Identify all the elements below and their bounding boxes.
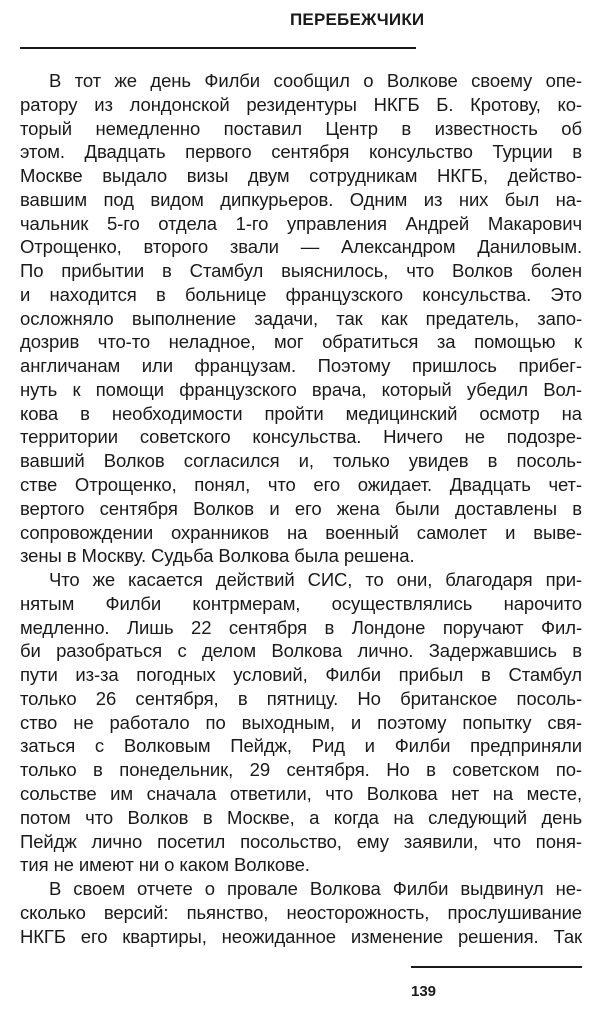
text-line: только в понедельник, 29 сентября. Но в советском по- — [20, 759, 582, 781]
text-line: сольстве им сначала ответили, что Волкова нет на месте, — [20, 782, 582, 804]
footer-rule — [411, 966, 582, 968]
text-line: НКГБ его квартиры, неожиданное изменение решения. Так — [20, 925, 582, 947]
text-line: Пейдж лично посетил посольство, ему заявили, что поня- — [20, 830, 582, 852]
page-number: 139 — [411, 983, 437, 1000]
text-line: вертого сентября Волков и его жена были доставлены в — [20, 497, 582, 519]
text-line: В своем отчете о провале Волкова Филби выдвинул не- — [49, 878, 582, 900]
body-text — [20, 69, 582, 948]
text-line: зены в Москву. Судьба Волкова была решена. — [20, 545, 415, 567]
text-line: ратору из лондонской резидентуры НКГБ Б. Кротову, ко- — [20, 93, 582, 115]
text-line: медленно. Лишь 22 сентября в Лондоне поручают Фил- — [20, 616, 582, 638]
text-line: и находится в больнице французского консульства. Это — [20, 283, 582, 305]
text-line: В тот же день Филби сообщил о Волкове своему опе- — [49, 70, 582, 91]
text-line: нуть к помощи французского врача, который убедил Вол- — [20, 378, 582, 400]
text-line: По прибытии в Стамбул выяснилось, что Волков болен — [20, 260, 582, 282]
text-line: Москве выдало визы двум сотрудникам НКГБ, действо- — [20, 165, 582, 187]
text-line: вавший Волков согласился и, только увидев в посоль- — [20, 450, 582, 472]
text-line: сколько версий: пьянство, неосторожность, прослушивание — [20, 901, 582, 923]
text-line: тия не имеют ни о каком Волкове. — [20, 854, 310, 876]
text-line: чальник 5-го отдела 1-го управления Андрей Макарович — [20, 212, 582, 234]
text-line: этом. Двадцать первого сентября консульство Турции в — [20, 141, 582, 163]
text-line: англичанам или французам. Поэтому пришлось прибег- — [20, 355, 582, 377]
text-line: Что же касается действий СИС, то они, благодаря при- — [49, 569, 582, 591]
text-line: сопровождении охранников на военный самолет и выве- — [20, 521, 582, 543]
header-rule — [20, 47, 416, 49]
text-line: кова в необходимости пройти медицинский осмотр на — [20, 402, 582, 424]
text-line: вавшим под видом дипкурьеров. Одним из них был на- — [20, 188, 582, 210]
running-header: ПЕРЕБЕЖЧИКИ — [290, 10, 425, 29]
text-line: осложняло выполнение задачи, так как предатель, запо- — [20, 307, 582, 329]
text-line: стве Отрощенко, понял, что его ожидает. Двадцать чет- — [20, 474, 582, 496]
text-line: торый немедленно поставил Центр в известность об — [20, 117, 582, 139]
text-line: территории советского консульства. Ничего не подозре- — [20, 426, 582, 448]
text-line: только 26 сентября, в пятницу. Но британское посоль- — [20, 687, 582, 709]
text-line: дозрив что-то неладное, мог обратиться за помощью к — [20, 331, 582, 353]
text-line: заться с Волковым Пейдж, Рид и Филби предприняли — [20, 735, 582, 757]
text-line: Отрощенко, второго звали — Александром Даниловым. — [20, 236, 582, 258]
text-line: пути из-за погодных условий, Филби прибыл в Стамбул — [20, 664, 582, 686]
text-line: ство не работало по выходным, и поэтому попытку свя- — [20, 711, 582, 733]
text-line: би разобраться с делом Волкова лично. Задержавшись в — [20, 640, 582, 662]
text-line: потом что Волков в Москве, а когда на следующий день — [20, 806, 582, 828]
text-line: нятым Филби контрмерам, осуществлялись нарочито — [20, 592, 582, 614]
